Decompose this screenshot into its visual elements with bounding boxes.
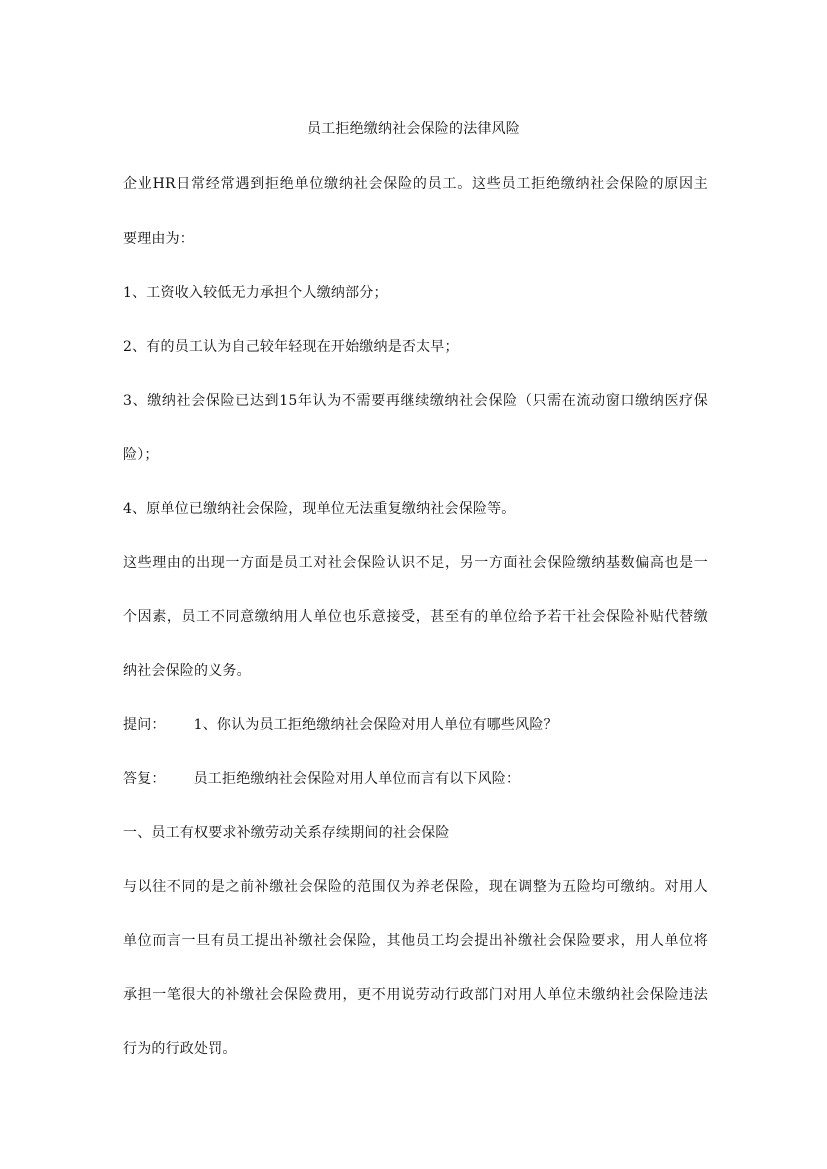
reason-3-line-2: 险）； bbox=[123, 447, 159, 463]
answer-label: 答复： bbox=[123, 771, 166, 787]
section-1-line-2: 单位而言一旦有员工提出补缴社会保险，其他员工均会提出补缴社会保险要求，用人单位将 bbox=[123, 933, 708, 949]
reason-3-line-1: 3、缴纳社会保险已达到15年认为不需要再继续缴纳社会保险（只需在流动窗口缴纳医疗保 bbox=[123, 393, 708, 409]
reason-2: 2、有的员工认为自己较年轻现在开始缴纳是否太早； bbox=[123, 339, 459, 355]
section-1-line-4: 行为的行政处罚。 bbox=[123, 1041, 237, 1057]
answer-text: 员工拒绝缴纳社会保险对用人单位而言有以下风险： bbox=[193, 771, 521, 787]
question-label: 提问： bbox=[123, 717, 166, 733]
document-title: 员工拒绝缴纳社会保险的法律风险 bbox=[307, 121, 520, 137]
section-1-line-1: 与以往不同的是之前补缴社会保险的范围仅为养老保险，现在调整为五险均可缴纳。对用人 bbox=[123, 879, 708, 895]
intro-line-1: 企业HR日常经常遇到拒绝单位缴纳社会保险的员工。这些员工拒绝缴纳社会保险的原因主 bbox=[123, 176, 708, 192]
section-1-line-3: 承担一笔很大的补缴社会保险费用，更不用说劳动行政部门对用人单位未缴纳社会保险违法 bbox=[123, 987, 708, 1003]
answer-line bbox=[123, 769, 708, 789]
reason-4: 4、原单位已缴纳社会保险，现单位无法重复缴纳社会保险等。 bbox=[123, 501, 516, 517]
question-text: 1、你认为员工拒绝缴纳社会保险对用人单位有哪些风险？ bbox=[193, 717, 558, 733]
analysis-line-1: 这些理由的出现一方面是员工对社会保险认识不足，另一方面社会保险缴纳基数偏高也是一 bbox=[123, 555, 708, 571]
reason-1: 1、工资收入较低无力承担个人缴纳部分； bbox=[123, 285, 388, 301]
analysis-line-2: 个因素，员工不同意缴纳用人单位也乐意接受，甚至有的单位给予若干社会保险补贴代替缴 bbox=[123, 609, 708, 625]
analysis-line-3: 纳社会保险的义务。 bbox=[123, 663, 251, 679]
section-1-heading: 一、员工有权要求补缴劳动关系存续期间的社会保险 bbox=[123, 825, 450, 841]
question-line bbox=[123, 715, 708, 735]
intro-line-2: 要理由为： bbox=[123, 231, 194, 247]
